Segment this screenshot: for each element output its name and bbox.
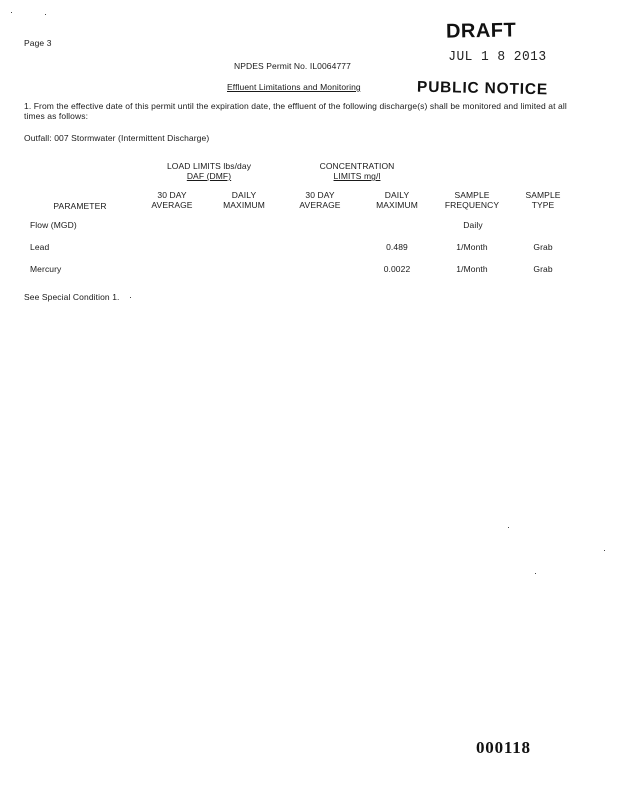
col-header-load-daily-line1: DAILY [231,190,257,200]
col-header-conc-30day-line1: 30 DAY [305,190,335,200]
col-header-parameter: PARAMETER [53,201,107,211]
load-limits-header [167,161,251,181]
col-header-sample-type-line1: SAMPLE [525,190,561,200]
col-header-load-30day-line2: AVERAGE [151,200,193,210]
col-header-conc-daily [376,190,418,210]
load-limits-line1: LOAD LIMITS lbs/day [166,161,252,171]
table-row-lead-type: Grab [533,242,553,252]
load-limits-line2: DAF (DMF) [186,171,232,181]
permit-number: NPDES Permit No. IL0064777 [234,61,351,71]
table-row-mercury-frequency: 1/Month [456,264,488,274]
col-header-conc-daily-line1: DAILY [384,190,410,200]
col-header-conc-daily-line2: MAXIMUM [376,200,418,210]
col-header-sample-frequency [445,190,499,210]
col-header-sample-type-line2: TYPE [531,200,555,210]
draft-stamp: DRAFT [445,19,517,43]
date-stamp: JUL 1 8 2013 [448,49,547,65]
table-row-flow-frequency: Daily [463,220,483,230]
table-row-flow-parameter: Flow (MGD) [30,220,77,230]
col-header-conc-30day [299,190,340,210]
col-header-load-daily-line2: MAXIMUM [223,200,265,210]
table-row-lead-parameter: Lead [30,242,50,252]
table-row-lead-frequency: 1/Month [456,242,488,252]
col-header-sample-type [525,190,560,210]
concentration-line2: LIMITS mg/l [333,171,381,181]
outfall-line: Outfall: 007 Stormwater (Intermittent Discharge) [24,133,210,143]
col-header-sample-frequency-line1: SAMPLE [454,190,490,200]
page-label: Page 3 [24,38,52,48]
table-row-mercury-type: Grab [533,264,553,274]
section-title: Effluent Limitations and Monitoring [227,82,361,92]
scan-speck [130,297,131,298]
scan-speck [535,573,536,574]
intro-paragraph: 1. From the effective date of this permit until the expiration date, the effluent of the following discharge(s) shall be monitored and limited at all times as follows: [24,101,567,121]
table-row-lead-daily-max: 0.489 [386,242,408,252]
col-header-load-30day-line1: 30 DAY [157,190,187,200]
scan-speck [508,527,509,528]
scan-speck [11,12,12,13]
page-number-stamp: 000118 [476,738,531,757]
col-header-load-30day [151,190,192,210]
col-header-load-daily [223,190,265,210]
col-header-sample-frequency-line2: FREQUENCY [444,200,500,210]
footnote: See Special Condition 1. [24,292,120,302]
scan-speck [604,550,605,551]
scan-speck [45,14,46,15]
col-header-conc-30day-line2: AVERAGE [299,200,341,210]
concentration-limits-header [320,161,395,181]
table-row-mercury-daily-max: 0.0022 [383,264,411,274]
concentration-line1: CONCENTRATION [319,161,395,171]
table-row-mercury-parameter: Mercury [30,264,62,274]
public-notice-stamp: PUBLIC NOTICE [416,78,549,99]
